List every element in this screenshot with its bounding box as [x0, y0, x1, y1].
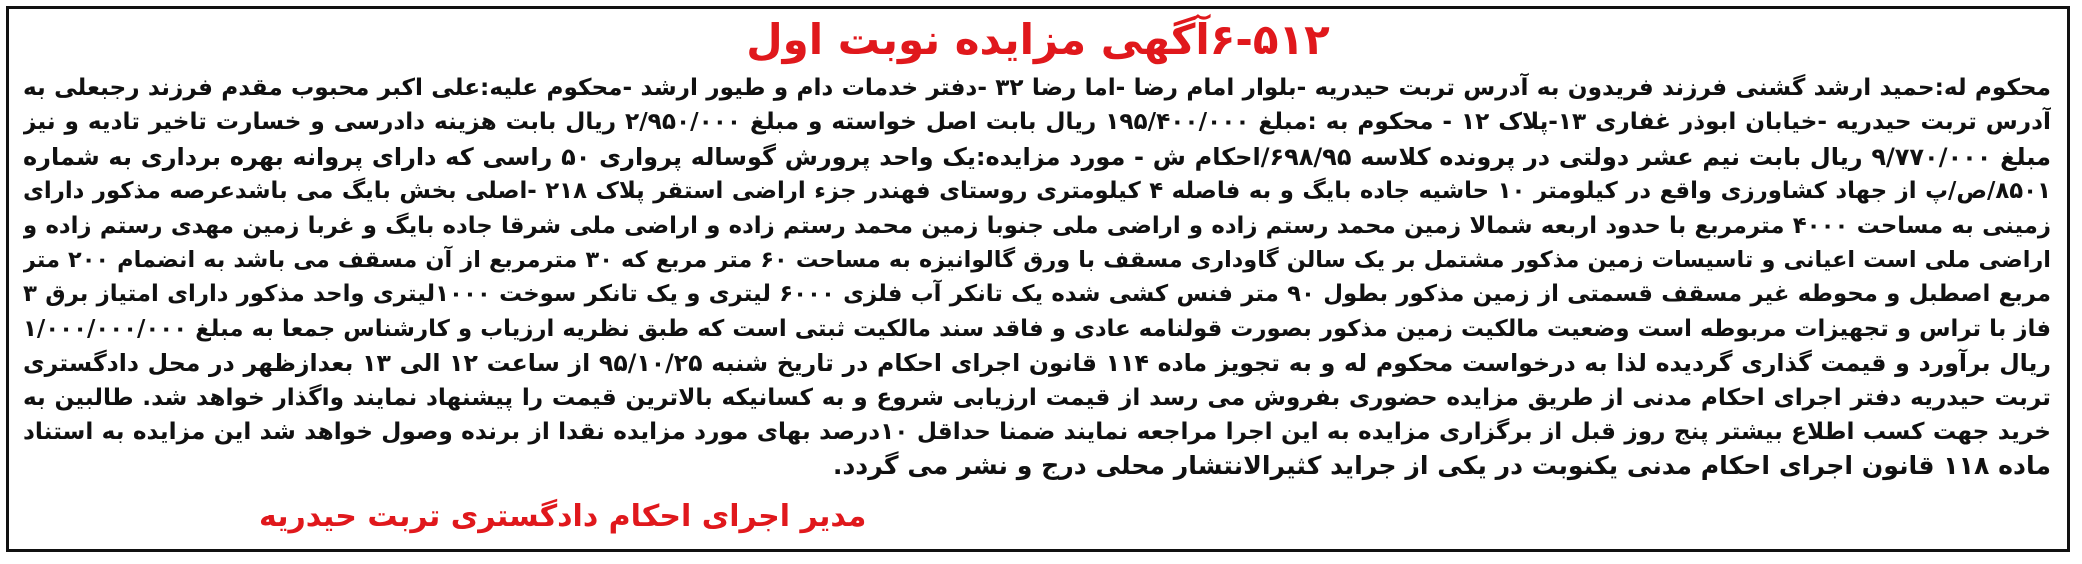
auction-notice: [6, 6, 2070, 552]
notice-body: [9, 71, 2067, 484]
notice-line: خرید جهت کسب اطلاع بیشتر پنج روز قبل از برگزاری مزایده به این اجرا مراجعه نمایند ضمنا حداقل ۱۰درصد بهای مورد مزایده نقدا از برنده وصول خواهد شد این مزایده به استناد: [23, 418, 2051, 446]
notice-line: ماده ۱۱۸ قانون اجرای احکام مدنی یکنوبت در یکی از جراید کثیرالانتشار محلی درج و نشر می گردد.: [832, 451, 2051, 481]
notice-title: ۶-۵۱۲آگهی مزایده نوبت اول: [746, 15, 1330, 64]
notice-line: زمینی به مساحت ۴۰۰۰ مترمربع با حدود اربعه شمالا زمین محمد رستم زاده و اراضی ملی جنوبا زمین محمد رستم زاده و اراضی ملی شرقا جاده بایگ و غربا زمین مهدی رستم زاده و: [23, 212, 2051, 239]
notice-footer: [9, 497, 2067, 537]
notice-line: تربت حیدریه دفتر اجرای احکام مدنی از طریق مزایده حضوری بفروش می رسد از قیمت ارزیابی شروع و به کسانیکه بالاترین قیمت را پیشنهاد نمایند واگذار خواهد شد. طالبین به: [23, 383, 2051, 411]
notice-line: مبلغ ۹/۷۷۰/۰۰۰ ریال بابت نیم عشر دولتی در پرونده کلاسه ۶۹۸/۹۵/احکام ش - مورد مزایده:یک واحد پرورش گوساله پرواری ۵۰ راسی که دارای پروانه بهره برداری به شماره: [23, 142, 2051, 171]
notice-line: اراضی ملی است اعیانی و تاسیسات زمین مذکور مشتمل بر یک سالن گاوداری مسقف با ورق گالوانیزه به مساحت ۶۰ متر مربع که ۳۰ مترمربع از آن مسقف می باشد به انضمام ۲۰۰ متر: [23, 247, 2051, 274]
notice-line: محکوم له:حمید ارشد گشنی فرزند فریدون به آدرس تربت حیدریه -بلوار امام رضا -اما رضا ۳۲ -دفتر خدمات دام و طیور ارشد -محکوم علیه:علی اکبر محبوب مقدم فرزند رجبعلی به: [23, 74, 2051, 101]
notice-line: فاز با تراس و تجهیزات مربوطه است وضعیت مالکیت زمین مذکور بصورت قولنامه عادی و فاقد سند مالکیت ثبتی است که طبق نظریه ارزیاب و کارشناس جمعا به مبلغ ۱/۰۰۰/۰۰۰/۰۰۰: [23, 315, 2051, 342]
signature-line: مدیر اجرای احکام دادگستری تربت حیدریه: [259, 499, 867, 534]
notice-line: مربع اصطبل و محوطه غیر مسقف قسمتی از زمین مذکور بطول ۹۰ متر فنس کشی شده یک تانکر آب فلزی ۶۰۰۰ لیتری و یک تانکر سوخت ۱۰۰۰لیتری واحد مذکور دارای امتیاز برق ۳: [23, 281, 2051, 308]
notice-line: ۸۵۰۱/ص/پ از جهاد کشاورزی واقع در کیلومتر ۱۰ حاشیه جاده بایگ و به فاصله ۴ کیلومتری روستای فهندر جزء اراضی استقر پلاک ۲۱۸ -اصلی بخش بایگ می باشدعرصه مذکور دارای: [23, 178, 2051, 205]
notice-line: آدرس تربت حیدریه -خیابان ابوذر غفاری ۱۳-پلاک ۱۲ - محکوم به :مبلغ ۱۹۵/۴۰۰/۰۰۰ ریال بابت اصل خواسته و مبلغ ۲/۹۵۰/۰۰۰ ریال بابت هزینه دادرسی و خسارت تاخیر تادیه و نیز: [23, 108, 2051, 136]
notice-line: ریال برآورد و قیمت گذاری گردیده لذا به درخواست محکوم له و به تجویز ماده ۱۱۴ قانون اجرای احکام در تاریخ شنبه ۹۵/۱۰/۲۵ از ساعت ۱۲ الی ۱۳ بعدازظهر در محل دادگستری: [23, 349, 2051, 378]
